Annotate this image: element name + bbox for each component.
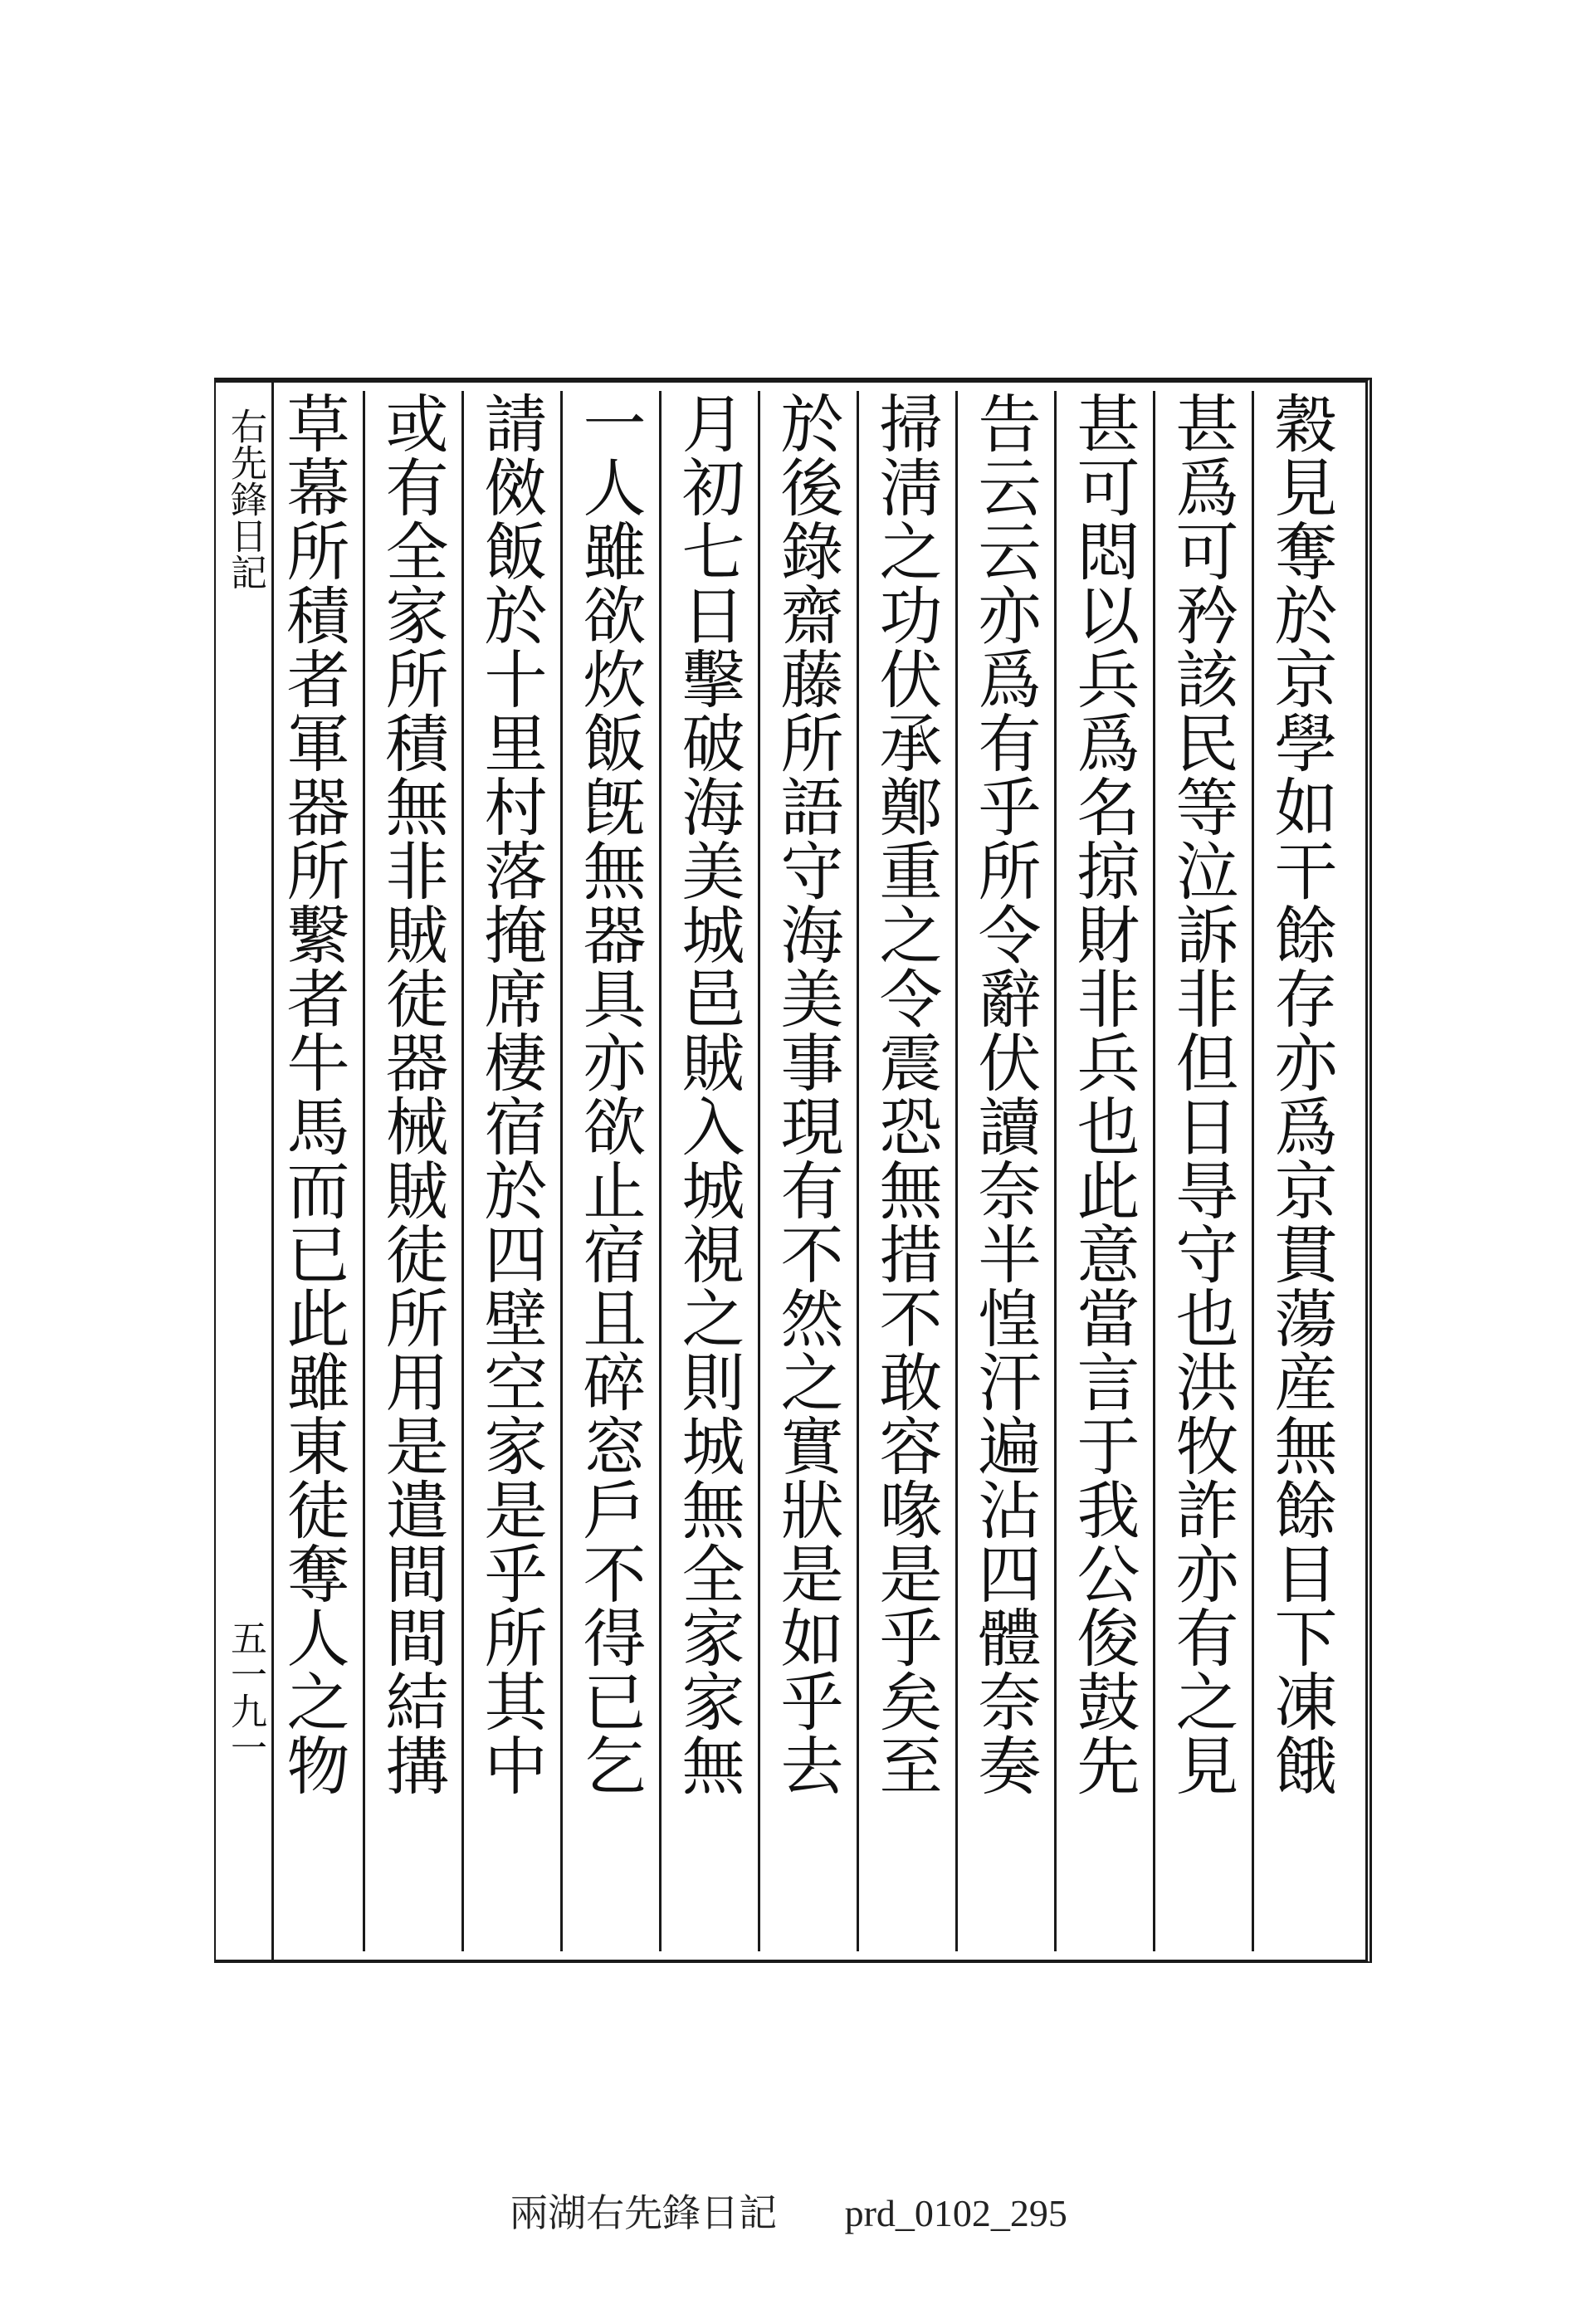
footer-page-id: prd_0102_295 — [844, 2192, 1067, 2234]
text-column: 或有全家所積無非賊徒器械賊徒所用是遣間間結搆 — [363, 391, 461, 1951]
vertical-text-body — [264, 391, 1350, 1951]
text-column: 掃淸之功伏承鄭重之令震恐無措不敢容喙是乎矣至 — [857, 391, 955, 1951]
text-column: 甚可悶以兵爲名掠財非兵也此意當言于我公俊鼓先 — [1054, 391, 1153, 1951]
margin-page-number: 五一九一 — [224, 1619, 266, 1765]
woodblock-page — [214, 378, 1372, 1963]
page-footer — [0, 2183, 1577, 2238]
text-column: 請傚飯於十里村落掩席棲宿於四壁空家是乎所其中 — [461, 391, 560, 1951]
text-column: 告云云亦爲有乎所令辭伏讀奈半惶汗遍沾四體奈奏 — [955, 391, 1054, 1951]
text-column: 一人雖欲炊飯旣無器具亦欲止宿且碎窓戶不得已乞 — [560, 391, 659, 1951]
margin-book-title: 右先鋒日記 — [224, 408, 266, 590]
text-column: 月初七日擊破海美城邑賊入城視之則城無全家家無 — [659, 391, 758, 1951]
text-column: 草幕所積者軍器所繫者牛馬而已此雖東徒奪人之物 — [276, 391, 350, 1797]
footer-book-title: 兩湖右先鋒日記 — [510, 2192, 778, 2234]
text-column: 甚爲可矜該民等泣訴非但日㝵守也洪牧詐亦有之見 — [1153, 391, 1252, 1951]
text-column: 於後錄齋藤所語守海美事現有不然之實狀是如乎去 — [758, 391, 857, 1951]
text-column: 穀見奪於京學如干餘存亦爲京貫蕩産無餘目下凍餓 — [1252, 391, 1350, 1951]
